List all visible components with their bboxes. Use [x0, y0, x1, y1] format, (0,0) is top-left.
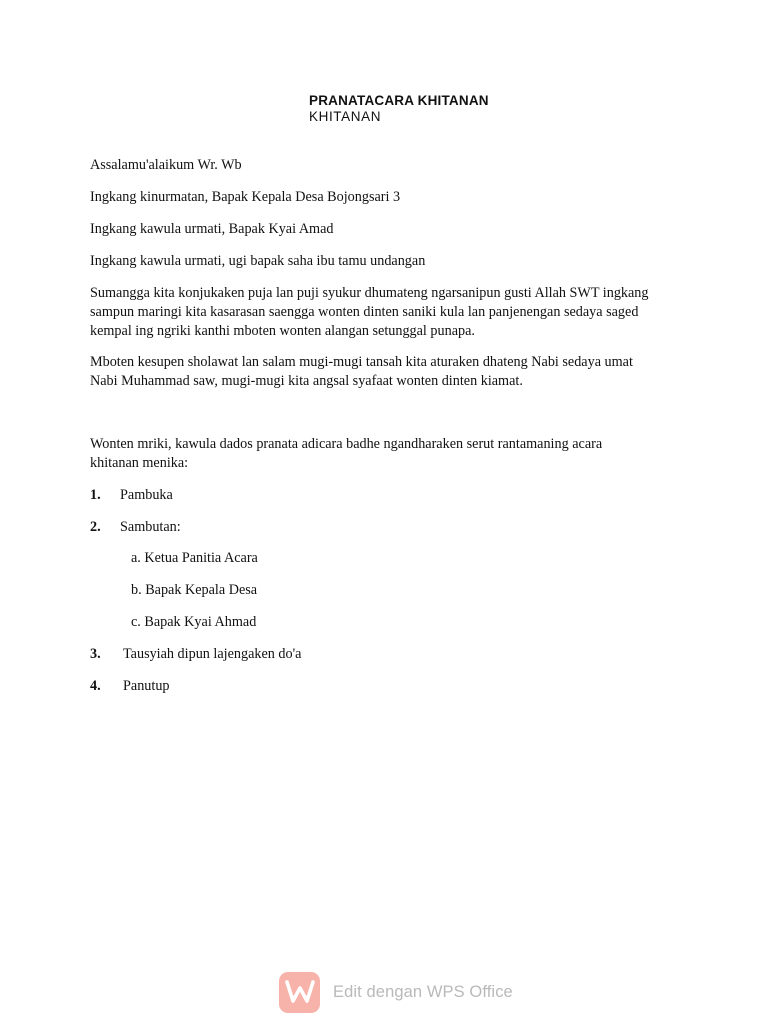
- agenda-label: Pambuka: [120, 487, 173, 503]
- agenda-item: [90, 677, 170, 697]
- salutation-1: Ingkang kinurmatan, Bapak Kepala Desa Bojongsari 3: [90, 189, 401, 205]
- agenda-label: Panutup: [123, 678, 170, 694]
- salutation-2: Ingkang kawula urmati, Bapak Kyai Amad: [90, 221, 334, 237]
- sambutan-item: a. Ketua Panitia Acara: [131, 550, 258, 566]
- greeting: Assalamu'alaikum Wr. Wb: [90, 157, 242, 173]
- agenda-item: [90, 645, 301, 665]
- agenda-number: 3.: [90, 646, 101, 662]
- salutation-3: Ingkang kawula urmati, ugi bapak saha ibu tamu undangan: [90, 253, 426, 269]
- agenda-label: Sambutan:: [120, 519, 181, 535]
- wps-w-icon: [279, 972, 320, 1013]
- sambutan-item: b. Bapak Kepala Desa: [131, 582, 258, 598]
- agenda-item: [90, 518, 181, 538]
- title-line-1: PRANATACARA KHITANAN: [309, 93, 489, 108]
- agenda-number: 2.: [90, 519, 101, 535]
- agenda-number: 1.: [90, 487, 101, 503]
- agenda-item: [90, 486, 173, 506]
- document-title: [309, 93, 489, 125]
- paragraph-line: kempal ing ngriki kanthi mboten wonten alangan setunggal punapa.: [90, 323, 475, 339]
- title-line-2: KHITANAN: [309, 109, 382, 124]
- wps-label: Edit dengan WPS Office: [333, 982, 513, 1001]
- agenda-label: Tausyiah dipun lajengaken do'a: [123, 646, 302, 662]
- paragraph-line: Sumangga kita konjukaken puja lan puji syukur dhumateng ngarsanipun gusti Allah SWT ingkang: [90, 285, 649, 301]
- edit-with-wps-button[interactable]: [279, 969, 513, 1015]
- sambutan-item: c. Bapak Kyai Ahmad: [131, 614, 257, 630]
- paragraph-line: Nabi Muhammad saw, mugi-mugi kita angsal syafaat wonten dinten kiamat.: [90, 373, 523, 389]
- paragraph-line: Mboten kesupen sholawat lan salam mugi-mugi tansah kita aturaken dhateng Nabi sedaya umat: [90, 354, 633, 370]
- agenda-number: 4.: [90, 678, 101, 694]
- paragraph-line: khitanan menika:: [90, 455, 189, 471]
- paragraph-line: Wonten mriki, kawula dados pranata adicara badhe ngandharaken serut rantamaning acara: [90, 436, 603, 452]
- paragraph-line: sampun maringi kita kasarasan saengga wonten dinten saniki kula lan panjenengan sedaya saged: [90, 304, 639, 320]
